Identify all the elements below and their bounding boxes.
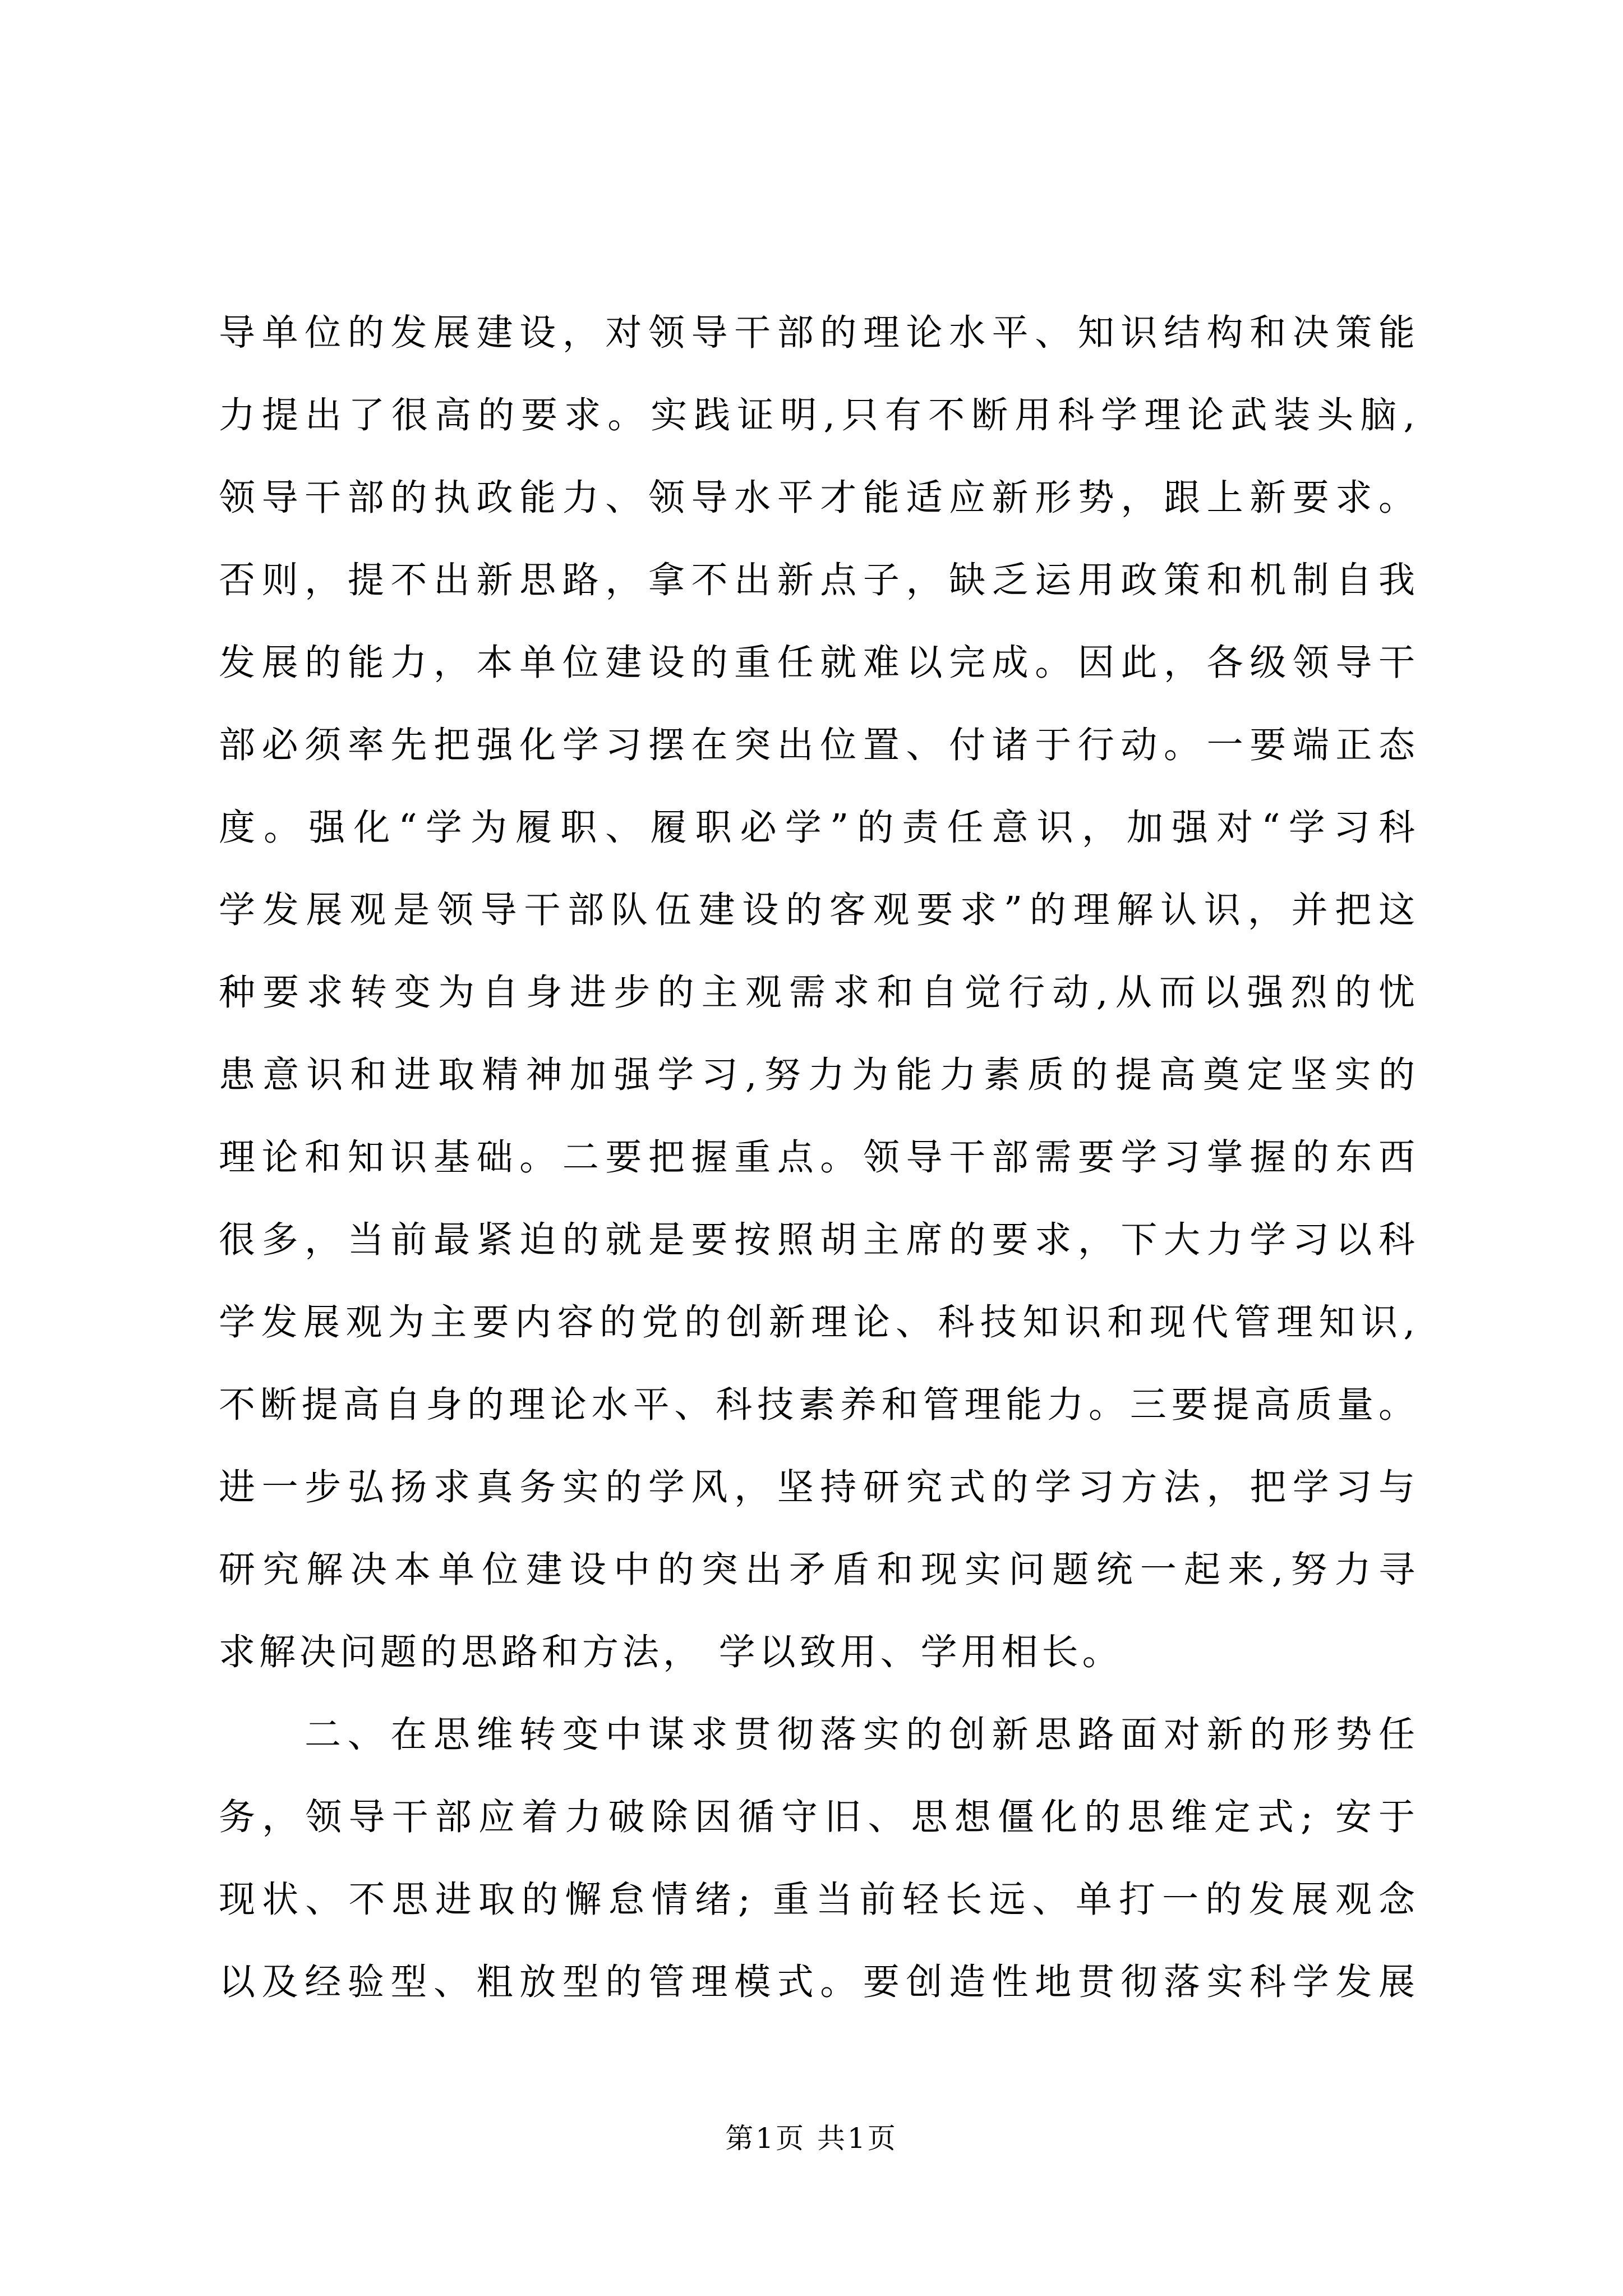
text-line: 求解决问题的思路和方法， 学以致用、学用相长。: [219, 1631, 1123, 1673]
text-line: 现状、不思进取的懈怠情绪; 重当前轻长远、单打一的发展观念: [219, 1879, 1419, 1921]
text-line: 发展的能力，本单位建设的重任就难以完成。因此，各级领导干: [219, 642, 1419, 684]
text-line: 很多，当前最紧迫的就是要按照胡主席的要求，下大力学习以科: [219, 1219, 1419, 1261]
text-line: 务，领导干部应着力破除因循守旧、思想僵化的思维定式; 安于: [219, 1796, 1419, 1838]
text-line: 力提出了很高的要求。实践证明,只有不断用科学理论武装头脑,: [219, 394, 1419, 436]
text-line: 研究解决本单位建设中的突出矛盾和现实问题统一起来,努力寻: [219, 1549, 1419, 1591]
text-line: 不断提高自身的理论水平、科技素养和管理能力。三要提高质量。: [219, 1384, 1419, 1426]
text-line: 度。强化“学为履职、履职必学”的责任意识，加强对“学习科: [219, 807, 1419, 849]
text-line: 患意识和进取精神加强学习,努力为能力素质的提高奠定坚实的: [219, 1054, 1419, 1096]
text-line: 以及经验型、粗放型的管理模式。要创造性地贯彻落实科学发展: [219, 1961, 1419, 2003]
page-footer: [0, 2122, 1623, 2155]
text-line: 学发展观为主要内容的党的创新理论、科技知识和现代管理知识,: [219, 1301, 1419, 1343]
text-line: 导单位的发展建设，对领导干部的理论水平、知识结构和决策能: [219, 312, 1419, 354]
text-line: 学发展观是领导干部队伍建设的客观要求”的理解认识，并把这: [219, 889, 1419, 931]
text-line: 领导干部的执政能力、领导水平才能适应新形势，跟上新要求。: [219, 477, 1419, 519]
document-body: [219, 292, 1419, 2023]
text-line: 部必须率先把强化学习摆在突出位置、付诸于行动。一要端正态: [219, 724, 1419, 766]
text-line: 否则，提不出新思路，拿不出新点子，缺乏运用政策和机制自我: [219, 559, 1419, 601]
text-line: 进一步弘扬求真务实的学风，坚持研究式的学习方法，把学习与: [219, 1466, 1419, 1508]
page-number-label: 第1页 共1页: [725, 2122, 898, 2155]
text-line: 二、在思维转变中谋求贯彻落实的创新思路面对新的形势任: [305, 1714, 1419, 1756]
text-line: 理论和知识基础。二要把握重点。领导干部需要学习掌握的东西: [219, 1137, 1419, 1179]
text-line: 种要求转变为自身进步的主观需求和自觉行动,从而以强烈的忧: [219, 972, 1419, 1014]
